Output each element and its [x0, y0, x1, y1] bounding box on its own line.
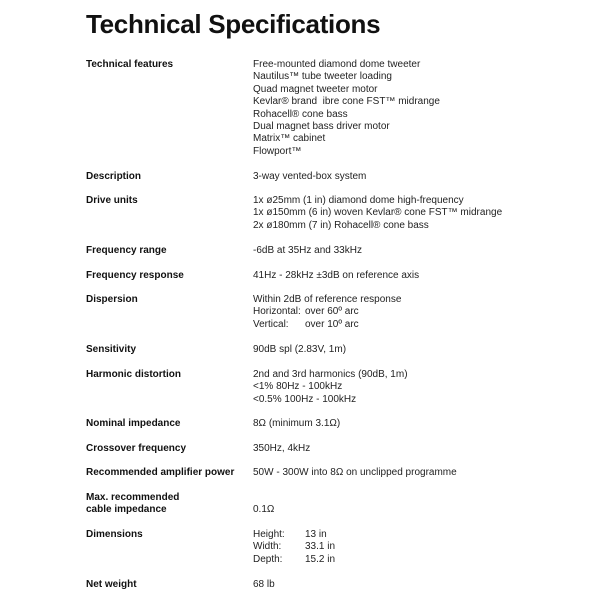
feature-line: Matrix™ cabinet [253, 133, 326, 145]
spec-row-recommended-amplifier-power [86, 467, 566, 479]
spec-value: 41Hz - 28kHz ±3dB on reference axis [253, 270, 420, 281]
distortion-line: <0.5% 100Hz - 100kHz [253, 393, 357, 405]
spec-value: 350Hz, 4kHz [253, 443, 311, 454]
dimension-height-key: Height: [253, 529, 285, 540]
drive-unit-line: 1x ø25mm (1 in) diamond dome high-frequency [253, 195, 464, 206]
spec-value: 68 lb [253, 579, 275, 590]
dispersion-intro: Within 2dB of reference response [253, 294, 402, 305]
spec-label: Crossover frequency [86, 443, 187, 454]
dimension-width [253, 541, 335, 553]
spec-row-cable-impedance [86, 492, 566, 517]
feature-line: Flowport™ [253, 145, 302, 157]
spec-row-description [86, 171, 566, 183]
dimension-depth-value: 15.2 in [305, 553, 336, 565]
dimension-width-key: Width: [253, 541, 282, 553]
distortion-line: 2nd and 3rd harmonics (90dB, 1m) [253, 369, 408, 380]
dimension-height-value: 13 in [305, 529, 327, 540]
feature-line: Nautilus™ tube tweeter loading [253, 71, 392, 83]
spec-value-list [253, 195, 502, 232]
spec-value-list [253, 294, 401, 331]
drive-unit-line: 1x ø150mm (6 in) woven Kevlar® cone FST™ midrange [253, 207, 503, 219]
spec-row-technical-features [86, 59, 566, 158]
dimension-depth [253, 554, 335, 566]
spec-label: Description [86, 171, 142, 182]
spec-label: Dispersion [86, 294, 138, 305]
spec-label-multiline [86, 492, 253, 517]
dispersion-vertical-key: Vertical: [253, 318, 289, 330]
spec-label-line: Max. recommended [86, 492, 180, 503]
dimension-height [253, 529, 335, 541]
spec-value: 90dB spl (2.83V, 1m) [253, 344, 347, 355]
spec-row-frequency-response [86, 270, 566, 282]
spec-label: Technical features [86, 59, 174, 70]
spec-row-crossover-frequency [86, 443, 566, 455]
feature-line: Dual magnet bass driver motor [253, 121, 390, 133]
spec-label: Nominal impedance [86, 418, 181, 429]
spec-value: 50W - 300W into 8Ω on unclipped programme [253, 467, 457, 478]
spec-label: Recommended amplifier power [86, 467, 235, 478]
spec-label: Frequency response [86, 270, 184, 281]
feature-line: Quad magnet tweeter motor [253, 83, 378, 95]
spec-row-drive-units [86, 195, 566, 232]
dispersion-horizontal-value: over 60º arc [305, 306, 359, 318]
distortion-line: <1% 80Hz - 100kHz [253, 381, 343, 393]
spec-value: 3-way vented-box system [253, 171, 367, 182]
spec-row-harmonic-distortion [86, 369, 566, 406]
spec-label: Frequency range [86, 245, 167, 256]
spec-value: 8Ω (minimum 3.1Ω) [253, 418, 341, 429]
spec-row-frequency-range [86, 245, 566, 257]
spec-label: Net weight [86, 579, 137, 590]
dispersion-horizontal-key: Horizontal: [253, 306, 301, 318]
spec-row-nominal-impedance [86, 418, 566, 430]
dimension-width-value: 33.1 in [305, 541, 336, 553]
feature-line: Free-mounted diamond dome tweeter [253, 59, 421, 70]
spec-row-net-weight [86, 579, 566, 591]
spec-label: Drive units [86, 195, 138, 206]
dispersion-horizontal [253, 306, 401, 318]
spec-label: Dimensions [86, 529, 143, 540]
feature-line: Rohacell® cone bass [253, 108, 348, 120]
dimension-depth-key: Depth: [253, 553, 283, 565]
dispersion-vertical [253, 319, 401, 331]
spec-row-dimensions [86, 529, 566, 566]
spec-value: -6dB at 35Hz and 33kHz [253, 245, 362, 256]
dispersion-vertical-value: over 10º arc [305, 318, 359, 330]
spec-label: Sensitivity [86, 344, 137, 355]
spec-value-list [253, 369, 408, 406]
feature-line: Kevlar® brand ibre cone FST™ midrange [253, 96, 440, 108]
spec-value: 0.1Ω [253, 504, 275, 516]
spec-value-list [253, 529, 335, 566]
page-title: Technical Specifications [86, 9, 381, 39]
spec-row-sensitivity [86, 344, 566, 356]
spec-label: Harmonic distortion [86, 369, 182, 380]
spec-value-list [253, 59, 440, 158]
spec-label-line: cable impedance [86, 504, 167, 516]
drive-unit-line: 2x ø180mm (7 in) Rohacell® cone bass [253, 219, 429, 231]
spec-row-dispersion [86, 294, 566, 331]
